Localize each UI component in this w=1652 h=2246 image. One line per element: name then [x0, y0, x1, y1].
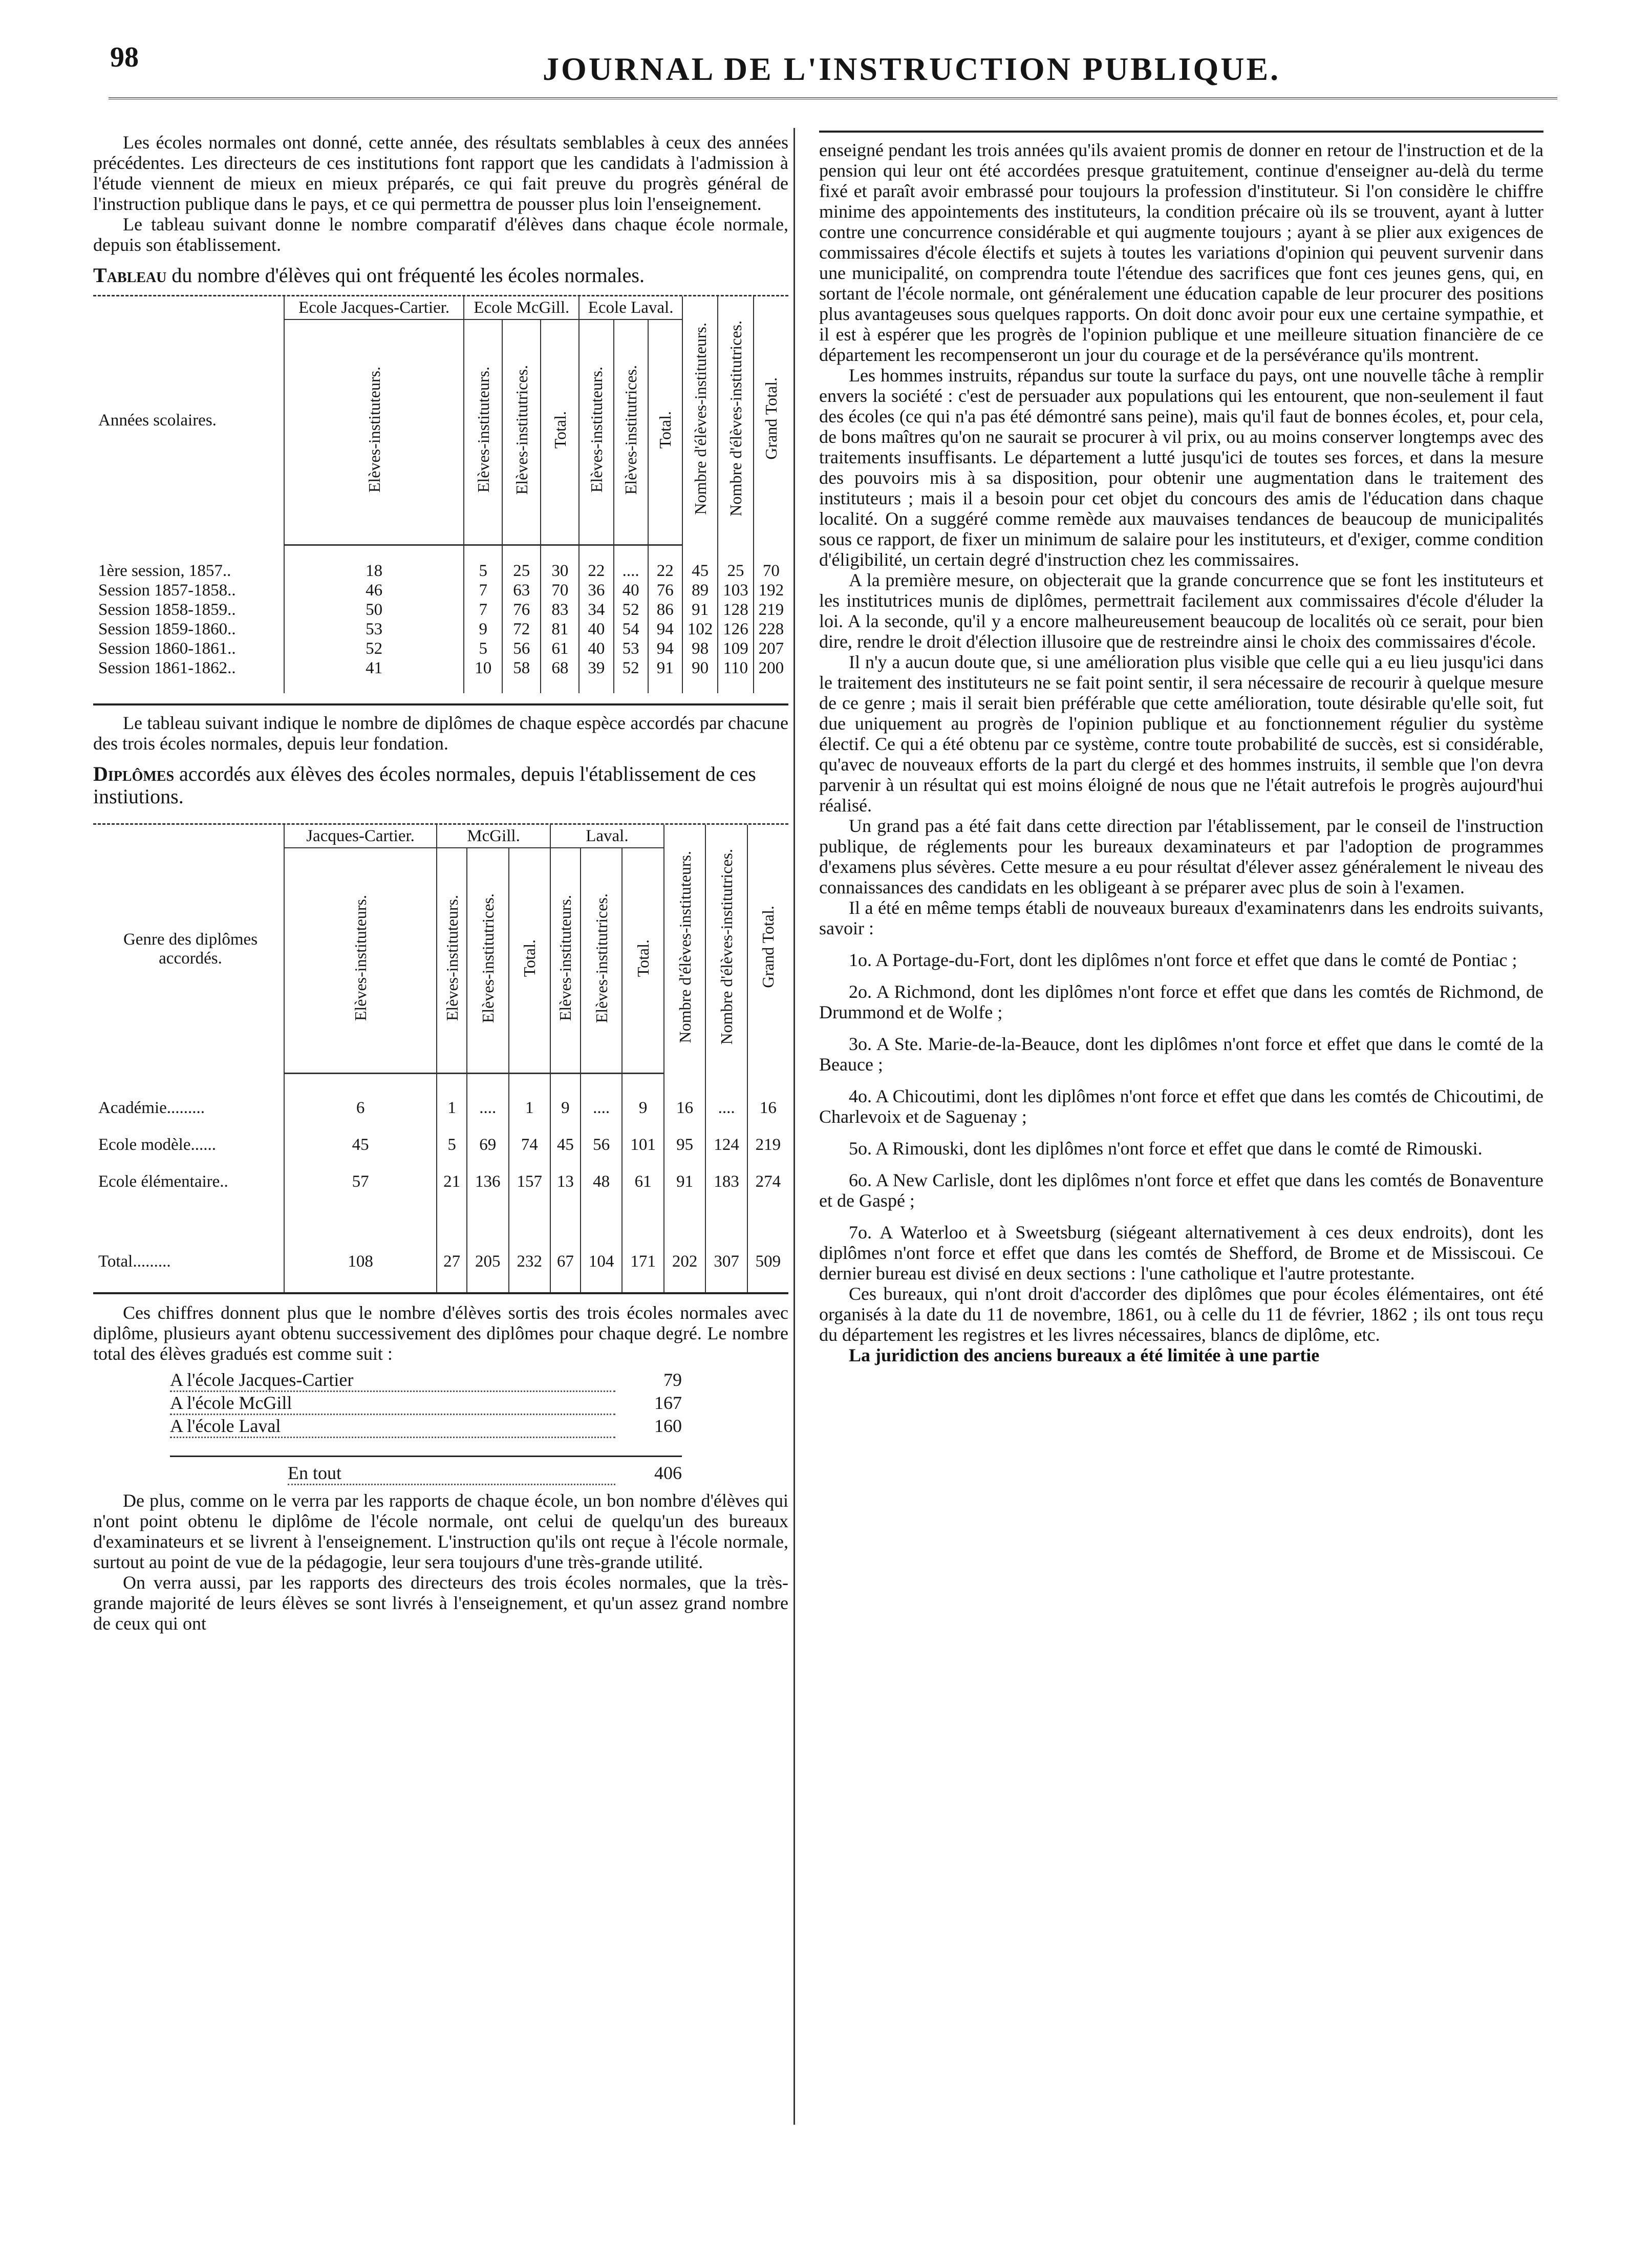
column-header: Nombre d'élèves-institutrices. — [717, 848, 736, 1045]
list-item: 2o. A Richmond, dont les diplômes n'ont force et effet que dans les comtés de Richmond, de Drummond et de Wolfe ; — [819, 981, 1543, 1022]
list-total — [170, 1456, 682, 1485]
table-cell: 91 — [682, 600, 718, 619]
table-cell: 10 — [464, 658, 502, 678]
table-cell: 219 — [747, 1126, 788, 1163]
list-item: 6o. A New Carlisle, dont les diplômes n'ont force et effet que dans les comtés de Bonaventure et de Gaspé ; — [819, 1170, 1543, 1211]
group-header: Ecole Jacques-Cartier. — [284, 296, 464, 319]
column-header: Elèves-instituteurs. — [364, 367, 383, 493]
table-cell: 228 — [754, 619, 788, 639]
row-label: Académie......... — [98, 1099, 205, 1117]
table-cell: 90 — [682, 658, 718, 678]
table-cell: 40 — [579, 619, 613, 639]
table-cell: 40 — [579, 639, 613, 658]
table-cell: .... — [705, 1089, 747, 1126]
group-header: Laval. — [550, 825, 664, 848]
table-cell: 219 — [754, 600, 788, 619]
table-cell: 36 — [579, 581, 613, 600]
column-header: Elèves-instituteurs. — [474, 367, 492, 493]
table-row — [93, 581, 788, 600]
table-cell: 136 — [467, 1163, 508, 1200]
table-cell: 89 — [682, 581, 718, 600]
list-label: A l'école Jacques-Cartier — [170, 1369, 615, 1392]
table-caption — [93, 264, 788, 287]
table-cell: 45 — [550, 1126, 581, 1163]
table-total-row — [93, 1246, 788, 1277]
list-value: 79 — [663, 1370, 682, 1390]
caption-text: accordés aux élèves des écoles normales, depuis l'établissement de ces instiutions. — [93, 762, 756, 808]
table-cell: 68 — [541, 658, 579, 678]
table-row — [93, 1089, 788, 1126]
table-cell: 58 — [502, 658, 541, 678]
row-label: Session 1860-1861.. — [98, 639, 236, 658]
table-rule — [93, 1292, 788, 1294]
list-item: 7o. A Waterloo et à Sweetsburg (siégeant alternativement à ces deux endroits), dont les diplômes n'ont force et effet que dans les comtés de Shefford, de Brome et de Missiscoui. Ce dernier bureau est divisé en deux sections : l'une catholique et l'autre protestante. — [819, 1222, 1543, 1284]
table-cell: .... — [467, 1089, 508, 1126]
table-cell: 91 — [648, 658, 682, 678]
table-cell: 94 — [648, 619, 682, 639]
table-cell: 183 — [705, 1163, 747, 1200]
list-value: 167 — [654, 1393, 682, 1413]
table-cell: 61 — [541, 639, 579, 658]
table-cell: 7 — [464, 581, 502, 600]
table-cell: .... — [581, 1089, 622, 1126]
row-label: Session 1858-1859.. — [98, 601, 236, 619]
paragraph: Ces bureaux, qui n'ont droit d'accorder des diplômes que pour écoles élémentaires, ont été organisés à la date du 11 de novembre, 1861, ou à celle du 11 de février, 1862 ; ils ont tous reçu du département les registres et les livres nécessaires, blancs de diplôme, etc. — [819, 1284, 1543, 1345]
table-cell: 27 — [437, 1246, 467, 1277]
table-cell: 124 — [705, 1126, 747, 1163]
row-header: Années scolaires. — [98, 411, 217, 430]
table-cell: 94 — [648, 639, 682, 658]
column-header: Grand Total. — [759, 905, 778, 988]
table-cell: 22 — [648, 561, 682, 581]
page-number: 98 — [110, 41, 139, 73]
paragraph: Le tableau suivant indique le nombre de diplômes de chaque espèce accordés par chacune des trois écoles normales, depuis leur fondation. — [93, 713, 788, 754]
table-cell: 22 — [579, 561, 613, 581]
row-label: Session 1859-1860.. — [98, 620, 236, 638]
table-cell: 16 — [747, 1089, 788, 1126]
paragraph: enseigné pendant les trois années qu'ils avaient promis de donner en retour de l'instruction et de la pension qui leur ont été accordées presque gratuitement, continue d'enseigner au-delà du terme fixé et paraît avoir embrassé pour toujours la profession d'instituteur. Si l'on considère le chiffre minime des appointements des instituteurs, la condition précaire où ils se trouvent, ayant à lutter contre une concurrence considérable et qui augmente toujours ; ayant à se plier aux exigences de commissaires d'école électifs et sujets à toutes les variations d'opinion qui peuvent survenir dans une municipalité, on comprendra toute l'étendue des sacrifices que font ces jeunes gens, qui, en sortant de l'école normale, ont généralement une éducation capable de leur procurer des positions plus avantageuses sous quelques rapports. On doit donc avoir pour eux une certaine sympathie, et il est à espérer que les progrès de l'opinion publique et une meilleure situation financière de ce département les recompenseront un jour du courage et de la persévérance qu'ils montrent. — [819, 140, 1543, 365]
table-cell: 5 — [437, 1126, 467, 1163]
column-header: Grand Total. — [762, 377, 781, 460]
table-cell: 76 — [502, 600, 541, 619]
paragraph: De plus, comme on le verra par les rapports de chaque école, un bon nombre d'élèves qui n'ont point obtenu le diplôme de l'école normale, ont celui de quelqu'un des bureaux d'examinateurs et se livrent à l'enseignement. L'instruction qu'ils ont reçue à l'école normale, surtout au point de vue de la pédagogie, leur sera toujours d'une très-grande utilité. — [93, 1490, 788, 1572]
list-value: 160 — [654, 1416, 682, 1436]
table-cell: 171 — [622, 1246, 663, 1277]
table-cell: 101 — [622, 1126, 663, 1163]
table-cell: 104 — [581, 1246, 622, 1277]
table-cell: 207 — [754, 639, 788, 658]
paragraph: A la première mesure, on objecterait que la grande concurrence que se font les instituteurs et les institutrices munis de diplômes, permettrait facilement aux commissaires d'école d'éluder la loi. A la seconde, qu'il y a encore malheureusement beaucoup de localités où ce serait, pour bien dire, rendre le droit d'élection illusoire que de restreindre ainsi le choix des commissaires d'école. — [819, 570, 1543, 652]
paragraph: On verra aussi, par les rapports des directeurs des trois écoles normales, que la très-grande majorité de leurs élèves se sont livrés à l'enseignement, et qu'un assez grand nombre de ceux qui ont — [93, 1572, 788, 1634]
graduates-list — [170, 1369, 682, 1485]
table-cell: 110 — [718, 658, 753, 678]
table-cell: 74 — [509, 1126, 550, 1163]
table-cell: 25 — [502, 561, 541, 581]
column-header: Nombre d'élèves-instituteurs. — [675, 850, 694, 1043]
row-header: Genre des diplômes accordés. — [123, 930, 258, 968]
table-cell: 72 — [502, 619, 541, 639]
table-cell: 91 — [664, 1163, 705, 1200]
column-header: Elèves-institutrices. — [621, 365, 640, 495]
row-label: Session 1861-1862.. — [98, 659, 236, 677]
list-item: 3o. A Ste. Marie-de-la-Beauce, dont les diplômes n'ont force et effet que dans le comté de la Beauce ; — [819, 1034, 1543, 1075]
table-row — [93, 619, 788, 639]
table-cell: 157 — [509, 1163, 550, 1200]
table-cell: 67 — [550, 1246, 581, 1277]
column-header: Elèves-instituteurs. — [442, 895, 461, 1021]
table-cell: 5 — [464, 639, 502, 658]
table-cell: 102 — [682, 619, 718, 639]
list-label: En tout — [288, 1462, 615, 1485]
table-cell: 5 — [464, 561, 502, 581]
group-header: Ecole Laval. — [579, 296, 682, 319]
table-cell: 9 — [464, 619, 502, 639]
table-cell: 70 — [754, 561, 788, 581]
journal-title: JOURNAL DE L'INSTRUCTION PUBLIQUE. — [543, 51, 1281, 87]
table-cell: 103 — [718, 581, 753, 600]
column-header: Total. — [550, 411, 569, 449]
list-value: 406 — [654, 1463, 682, 1483]
column-header: Elèves-instituteurs. — [556, 895, 575, 1021]
table-cell: 25 — [718, 561, 753, 581]
caption-lead: Diplômes — [93, 762, 175, 785]
table-row — [93, 561, 788, 581]
paragraph: Le tableau suivant donne le nombre comparatif d'élèves dans chaque école normale, depuis son établissement. — [93, 214, 788, 255]
table-cell: 16 — [664, 1089, 705, 1126]
paragraph: Les écoles normales ont donné, cette année, des résultats semblables à ceux des années précédentes. Les directeurs de ces institutions font rapport que les candidats à l'admission à l'étude viennent de mieux en mieux préparés, ce qui fait preuve du progrès général de l'instruction publique dans le pays, et ce qui permettra de pousser plus loin l'enseignement. — [93, 132, 788, 214]
table-cell: .... — [614, 561, 648, 581]
table-cell: 39 — [579, 658, 613, 678]
table-cell: 6 — [284, 1089, 437, 1126]
table-cell: 128 — [718, 600, 753, 619]
table-cell: 54 — [614, 619, 648, 639]
row-label: Total......... — [98, 1252, 171, 1271]
row-label: Ecole modèle...... — [98, 1136, 217, 1154]
column-header: Elèves-instituteurs. — [351, 895, 370, 1021]
table-cell: 83 — [541, 600, 579, 619]
table-cell: 30 — [541, 561, 579, 581]
table-cell: 13 — [550, 1163, 581, 1200]
column-header: Elèves-institutrices. — [512, 365, 531, 495]
table-row — [93, 1163, 788, 1200]
table-rule — [93, 703, 788, 705]
table-row — [93, 658, 788, 678]
table-row — [93, 600, 788, 619]
table-cell: 81 — [541, 619, 579, 639]
column-header: Elèves-instituteurs. — [587, 367, 606, 493]
table-cell: 109 — [718, 639, 753, 658]
table-cell: 70 — [541, 581, 579, 600]
column-header: Elèves-institutrices. — [478, 893, 497, 1023]
table-cell: 7 — [464, 600, 502, 619]
list-item: 1o. A Portage-du-Fort, dont les diplômes n'ont force et effet que dans le comté de Pontiac ; — [849, 950, 1517, 970]
table-cell: 21 — [437, 1163, 467, 1200]
column-divider — [793, 128, 795, 2125]
table-cell: 307 — [705, 1246, 747, 1277]
table-cell: 52 — [284, 639, 464, 658]
table-row — [93, 639, 788, 658]
table-cell: 1 — [437, 1089, 467, 1126]
table-cell: 98 — [682, 639, 718, 658]
list-item — [170, 1369, 682, 1392]
table-cell: 63 — [502, 581, 541, 600]
list-label: A l'école Laval — [170, 1415, 615, 1438]
group-header: Jacques-Cartier. — [284, 825, 437, 848]
row-label: 1ère session, 1857.. — [98, 562, 231, 580]
table-cell: 9 — [550, 1089, 581, 1126]
table-cell: 69 — [467, 1126, 508, 1163]
table-cell: 52 — [614, 658, 648, 678]
table-cell: 45 — [682, 561, 718, 581]
list-item: 4o. A Chicoutimi, dont les diplômes n'ont force et effet que dans les comtés de Chicoutimi, de Charlevoix et de Saguenay ; — [819, 1086, 1543, 1127]
list-item — [170, 1392, 682, 1415]
column-header: Nombre d'élèves-institutrices. — [726, 320, 745, 517]
table-caption — [93, 763, 788, 808]
table-cell: 205 — [467, 1246, 508, 1277]
table-cell: 509 — [747, 1246, 788, 1277]
column-header: Total. — [520, 939, 539, 977]
table-cell: 53 — [614, 639, 648, 658]
right-column — [819, 131, 1543, 1365]
column-header: Elèves-institutrices. — [592, 893, 611, 1023]
table-cell: 40 — [614, 581, 648, 600]
header-rule — [109, 97, 1557, 99]
table-cell: 56 — [581, 1126, 622, 1163]
table-cell: 108 — [284, 1246, 437, 1277]
caption-lead: Tableau — [93, 264, 167, 287]
table-cell: 1 — [509, 1089, 550, 1126]
table-cell: 61 — [622, 1163, 663, 1200]
table-cell: 48 — [581, 1163, 622, 1200]
table-cell: 202 — [664, 1246, 705, 1277]
list-item: 5o. A Rimouski, dont les diplômes n'ont force et effet que dans le comté de Rimouski. — [849, 1138, 1483, 1159]
paragraph: Il n'y a aucun doute que, si une amélioration plus visible que celle qui a eu lieu jusqu'ici dans le traitement des instituteurs ne se fait point sentir, il sera nécessaire de recourir à quelque mesure de ce genre ; mais il serait bien préférable que cette amélioration, toute désirable qu'elle soit, fut due uniquement au progrès de l'opinion publique et au fonctionnement régulier du système électif. Ce qui a été obtenu par ce système, contre toute probabilité de succès, est si considérable, qu'avec de nouveaux efforts de la part du clergé et des hommes instruits, il semble que l'on devra parvenir à un résultat qui est moins éloigné de nous que ne l'était autrefois le progrès aujourd'hui réalisé. — [819, 652, 1543, 816]
table-cell: 126 — [718, 619, 753, 639]
table-cell: 274 — [747, 1163, 788, 1200]
row-label: Ecole élémentaire.. — [98, 1172, 228, 1191]
table-cell: 53 — [284, 619, 464, 639]
table-cell: 192 — [754, 581, 788, 600]
row-label: Session 1857-1858.. — [98, 581, 236, 600]
paragraph: Ces chiffres donnent plus que le nombre d'élèves sortis des trois écoles normales avec diplôme, plusieurs ayant obtenu successivement des diplômes pour chaque degré. Le nombre total des élèves gradués est comme suit : — [93, 1302, 788, 1364]
diplomas-table — [93, 825, 788, 1292]
table-row — [93, 1126, 788, 1163]
group-header: Ecole McGill. — [464, 296, 579, 319]
table-cell: 86 — [648, 600, 682, 619]
column-header: Total. — [634, 939, 653, 977]
caption-text: du nombre d'élèves qui ont fréquenté les écoles normales. — [166, 264, 645, 287]
table-cell: 52 — [614, 600, 648, 619]
table-cell: 57 — [284, 1163, 437, 1200]
column-header: Total. — [656, 411, 675, 449]
table-cell: 45 — [284, 1126, 437, 1163]
group-header: McGill. — [437, 825, 550, 848]
table-cell: 76 — [648, 581, 682, 600]
table-cell: 50 — [284, 600, 464, 619]
list-label: A l'école McGill — [170, 1392, 615, 1415]
paragraph: Il a été en même temps établi de nouveaux bureaux d'examinatenrs dans les endroits suivants, savoir : — [819, 897, 1543, 938]
table-cell: 200 — [754, 658, 788, 678]
students-table — [93, 296, 788, 693]
paragraph: La juridiction des anciens bureaux a été limitée à une partie — [849, 1345, 1320, 1365]
table-cell: 46 — [284, 581, 464, 600]
table-cell: 56 — [502, 639, 541, 658]
table-cell: 95 — [664, 1126, 705, 1163]
table-cell: 9 — [622, 1089, 663, 1126]
paragraph: Un grand pas a été fait dans cette direction par l'établissement, par le conseil de l'instruction publique, de réglements pour les bureaux dexaminateurs et par l'adoption de programmes d'examens plus sévères. Cette mesure a eu pour résultat d'élever assez généralement le niveau des connaissances des candidats en les obligeant à se préparer avec plus de soin à l'examen. — [819, 816, 1543, 897]
table-cell: 41 — [284, 658, 464, 678]
table-cell: 232 — [509, 1246, 550, 1277]
list-item — [170, 1415, 682, 1438]
paragraph: Les hommes instruits, répandus sur toute la surface du pays, ont une nouvelle tâche à remplir envers la société : c'est de persuader aux populations qui les entourent, que non-seulement il faut des écoles (ce qui n'a pas été démontré sans peine), mais qu'il faut de bonnes écoles, et, pour cela, de bons maîtres qu'on ne saurait se procurer à vil prix, ou au moins conserver longtemps avec des traitements insuffisants. Le département a lutté jusqu'ici de toutes ses forces, et dans la mesure des pouvoirs mis à sa disposition, pour obtenir une augmentation dans le traitement des instituteurs ; mais il a besoin pour cet objet du concours des amis de l'éducation dans chaque localité. On a suggéré comme remède aux mauvaises tendances de beaucoup de municipalités sous ce rapport, de fixer un minimum de salaire pour les instituteurs, et d'exiger, comme condition d'éligibilité, un certain degré d'instruction chez les commissaires. — [819, 365, 1543, 570]
table-cell: 34 — [579, 600, 613, 619]
table-cell: 18 — [284, 561, 464, 581]
column-top-rule — [819, 131, 1543, 133]
left-column — [93, 132, 788, 1634]
column-header: Nombre d'élèves-instituteurs. — [691, 322, 710, 515]
